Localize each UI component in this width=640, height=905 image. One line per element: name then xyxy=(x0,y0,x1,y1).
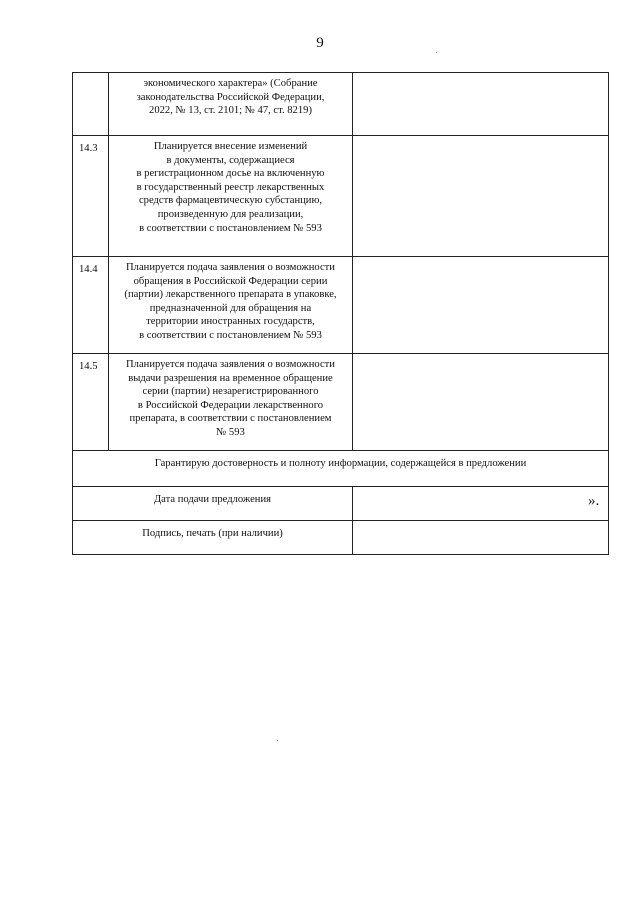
description-line: экономического характера» (Собрание xyxy=(143,78,318,89)
closing-quote: ». xyxy=(588,493,600,509)
date-label: Дата подачи предложения xyxy=(73,487,353,521)
signature-label: Подпись, печать (при наличии) xyxy=(73,521,353,555)
scan-speck xyxy=(436,52,437,53)
description-line: № 593 xyxy=(216,426,245,438)
description-line: в регистрационном досье на включенную xyxy=(136,168,325,180)
description-line: в государственный реестр лекарственных xyxy=(136,181,325,193)
description-line: 2022, № 13, ст. 2101; № 47, ст. 8219) xyxy=(149,105,312,117)
description-line: в документы, содержащиеся xyxy=(166,154,295,166)
table-row xyxy=(73,257,609,354)
date-value-cell[interactable] xyxy=(353,487,609,521)
description-line: предназначенной для обращения на xyxy=(149,302,312,314)
table-row xyxy=(73,136,609,257)
page-number: 9 xyxy=(316,35,324,51)
description-line: (партии) лекарственного препарата в упаковке, xyxy=(124,289,337,301)
description-line: Планируется подача заявления о возможности xyxy=(126,359,335,370)
description-line: в соответствии с постановлением № 593 xyxy=(139,222,322,234)
row-number: 14.5 xyxy=(73,354,109,451)
description-line: произведенную для реализации, xyxy=(157,208,304,220)
description-line: средств фармацевтическую субстанцию, xyxy=(138,195,323,207)
proposal-form-table xyxy=(72,72,609,555)
description-line: в соответствии с постановлением № 593 xyxy=(139,329,322,341)
signature-row xyxy=(73,521,609,555)
row-number xyxy=(73,73,109,136)
row-description xyxy=(109,257,353,354)
row-value-cell[interactable] xyxy=(353,257,609,354)
row-number: 14.4 xyxy=(73,257,109,354)
description-line: Планируется внесение изменений xyxy=(153,141,308,152)
row-number: 14.3 xyxy=(73,136,109,257)
row-value-cell[interactable] xyxy=(353,73,609,136)
description-line: серии (партии) незарегистрированного xyxy=(142,386,319,398)
description-line: Планируется подача заявления о возможности xyxy=(126,262,335,273)
table-row xyxy=(73,354,609,451)
description-line: в Российской Федерации лекарственного xyxy=(137,399,324,411)
description-line: законодательства Российской Федерации, xyxy=(136,91,325,103)
table-row xyxy=(73,73,609,136)
guarantee-row xyxy=(73,451,609,487)
signature-value-cell[interactable] xyxy=(353,521,609,555)
description-line: препарата, в соответствии с постановлением xyxy=(129,413,332,425)
description-line: выдачи разрешения на временное обращение xyxy=(128,372,333,384)
scan-speck xyxy=(277,740,278,741)
guarantee-text: Гарантирую достоверность и полноту информации, содержащейся в предложении xyxy=(73,451,609,487)
row-description xyxy=(109,354,353,451)
description-line: территории иностранных государств, xyxy=(146,316,315,328)
row-description xyxy=(109,136,353,257)
date-row xyxy=(73,487,609,521)
row-value-cell[interactable] xyxy=(353,136,609,257)
description-line: обращения в Российской Федерации серии xyxy=(133,275,328,287)
row-description xyxy=(109,73,353,136)
row-value-cell[interactable] xyxy=(353,354,609,451)
